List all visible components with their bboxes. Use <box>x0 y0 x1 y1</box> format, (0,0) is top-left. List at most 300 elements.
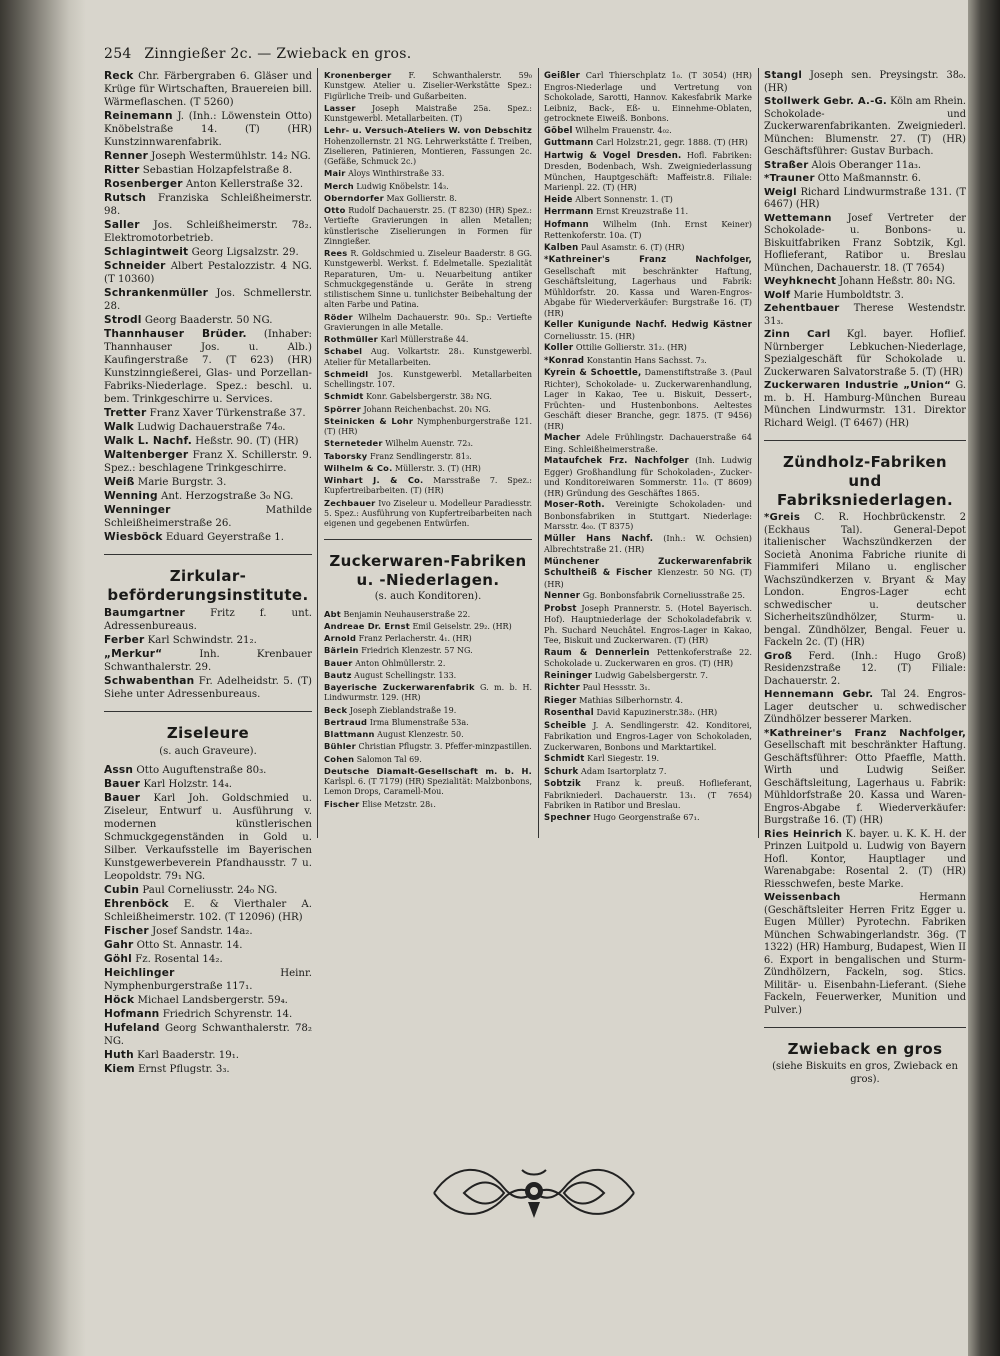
entry-details: Marie Humboldtstr. 3. <box>793 289 904 301</box>
entry-details: Hugo Georgenstraße 67₁. <box>593 811 700 822</box>
entry-name: Geißler <box>544 71 581 81</box>
directory-entry <box>104 70 312 109</box>
section-heading: Zirkular-beförderungsinstitute. <box>107 567 309 604</box>
entry-name: Beck <box>324 704 348 715</box>
directory-entry <box>324 346 532 368</box>
entry-name: Wenninger <box>104 504 171 516</box>
entry-details: Gesellschaft mit beschränkter Haftung, Geschäftsleitung, Lagerhaus und Fabrik: Mühldorfstr. 20. Kassa und Waren-Engros-Abgabe für Wiederverkäufer: Burgstraße 16. (T) (HR) <box>544 265 752 318</box>
entry-name: Weissenbach <box>764 892 841 903</box>
entry-details: Michael Landsbergerstr. 59₄. <box>137 995 288 1006</box>
entry-details: Karl Müllerstraße 44. <box>380 335 469 344</box>
entry-details: Hofl. Fabriken: Dresden, Bodenbach, Wsh. Zweigniederlassung München, Hauptgeschäft: Maffeistr.8. Filiale: Marienpl. 22. (T) (HR) <box>544 149 752 192</box>
entry-details: Karlspl. 6. (T 7179) (HR) Spezialität: Malzbonbons, Lemon Drops, Caramell-Mou. <box>324 777 532 797</box>
directory-entry <box>324 717 532 728</box>
entry-name: Straßer <box>764 159 809 171</box>
directory-entry <box>104 634 312 647</box>
directory-entry <box>104 648 312 674</box>
entry-name: Deutsche Diamalt-Gesellschaft m. b. H. <box>324 765 532 776</box>
directory-entry <box>544 242 752 254</box>
directory-entry <box>104 764 312 777</box>
entry-name: Kalben <box>544 242 579 253</box>
directory-entry <box>104 792 312 883</box>
entry-details: Johann Heßstr. 80₁ NG. <box>839 276 956 287</box>
section-rule <box>104 711 312 712</box>
entry-name: Rieger <box>544 695 577 706</box>
entry-name: Blattmann <box>324 729 375 739</box>
entry-name: Heichlinger <box>104 967 175 979</box>
entry-name: Weyhknecht <box>764 276 837 287</box>
entry-details: C. R. Hochbrückenstr. 2 (Eckhaus Tal). General-Depot italienischer Wachszündkerzen der Società Anonima Fabriche riunite di Fiammiferi Milano u. englischer Wachszündkerzen v. Bryant & May London. Engros-Lager echt schwedischer u. deutscher Sicherheitszündhölzer, Sturm- u. bengal. Zündhölzer, Bengal. Feuer u. Fackeln 2c. (T) (HR) <box>764 512 966 648</box>
entry-details: Ferd. (Inh.: Hugo Groß) Residenzstraße 12. (T) Filiale: Dachauerstr. 2. <box>764 650 966 687</box>
page-edge-shadow <box>968 0 1000 1356</box>
entry-details: Mathilde Schleißheimerstraße 26. <box>104 505 312 529</box>
directory-entry <box>544 533 752 555</box>
entry-details: Wilhelm Frauenstr. 4₀₂. <box>575 124 672 135</box>
directory-entry <box>324 103 532 125</box>
book-binding-shadow <box>0 0 86 1356</box>
entry-name: Müller Hans Nachf. <box>544 533 654 544</box>
entry-details: Joseph Maistraße 25a. Spez.: Kunstgewerbl. Metallarbeiten. (T) <box>324 103 532 123</box>
entry-name: Scheible <box>544 720 587 731</box>
directory-entry <box>764 380 966 430</box>
directory-entry <box>764 892 966 1017</box>
entry-name: Zechbauer <box>324 497 376 508</box>
entry-details: Chr. Färbergraben 6. Gläser und Krüge für Wirtschaften, Brauereien bill. Wärmeflaschen. (T 5260) <box>104 71 312 108</box>
entry-name: Wiesböck <box>104 531 163 543</box>
entry-details: Aloys Winthirstraße 33. <box>348 169 445 179</box>
entry-details: Paul Asamstr. 6. (T) (HR) <box>580 241 685 252</box>
entry-details: J. (Inh.: Löwenstein Otto) Knöbelstraße 14. (T) (HR) Kunstzinnwarenfabrik. <box>104 111 312 148</box>
column-4 <box>764 70 966 1092</box>
entry-name: Rutsch <box>104 192 147 204</box>
entry-name: *Kathreiner's Franz Nachfolger, <box>544 255 752 265</box>
column-divider <box>758 68 759 838</box>
entry-name: Münchener Zuckerwarenfabrik Schultheiß & Fischer <box>544 556 752 578</box>
entry-name: Sobtzik <box>544 779 582 789</box>
directory-entry <box>764 187 966 212</box>
entry-details: Sebastian Holzapfelstraße 8. <box>142 165 293 176</box>
section-heading: Zuckerwaren-Fabriken u. -Niederlagen. <box>329 552 527 590</box>
directory-entry <box>324 438 532 449</box>
directory-entry <box>544 695 752 707</box>
directory-entry <box>544 812 752 824</box>
entry-details: Otto St. Annastr. 14. <box>136 940 243 951</box>
column-1 <box>104 70 312 1077</box>
directory-entry <box>544 647 752 669</box>
entry-details: August Schellingstr. 133. <box>354 670 457 680</box>
entry-details: Franz X. Schillerstr. 9. Spez.: beschlagene Trinkgeschirre. <box>104 450 312 474</box>
entry-name: Walk <box>104 421 134 433</box>
entry-name: *Konrad <box>544 355 585 366</box>
entry-name: Hufeland <box>104 1022 160 1034</box>
entry-name: Assn <box>104 764 134 776</box>
entry-details: Otto Auguftenstraße 80₃. <box>136 765 267 776</box>
directory-entry <box>324 391 532 402</box>
directory-entry <box>324 181 532 192</box>
directory-entry <box>324 741 532 752</box>
entry-details: Heßstr. 90. (T) (HR) <box>195 436 299 447</box>
entry-name: Cohen <box>324 753 355 764</box>
entry-details: Marsstraße 7. Spez.: Kupfertreibarbeiten. (T) (HR) <box>324 476 532 496</box>
entry-name: Herrmann <box>544 207 594 217</box>
entry-name: Schabel <box>324 346 363 357</box>
section-heading: Zwieback en gros <box>787 1040 943 1058</box>
entry-name: Walk L. Nachf. <box>104 435 192 447</box>
directory-entry <box>104 421 312 434</box>
entry-details: Nymphenburgerstraße 121. (T) (HR) <box>324 416 532 436</box>
directory-entry <box>324 168 532 179</box>
entry-name: Taborsky <box>324 450 368 461</box>
entry-name: Hennemann Gebr. <box>764 689 874 700</box>
entry-details: Ernst Pflugstr. 3₃. <box>138 1064 230 1075</box>
directory-entry <box>544 603 752 646</box>
directory-entry <box>104 328 312 406</box>
directory-entry <box>324 475 532 497</box>
entry-name: Fischer <box>324 798 360 809</box>
entry-name: Bauer <box>104 792 141 804</box>
entry-name: Weiß <box>104 476 135 488</box>
directory-entry <box>544 556 752 590</box>
directory-entry <box>764 70 966 95</box>
directory-entry <box>544 499 752 532</box>
entry-name: Raum & Dennerlein <box>544 647 650 658</box>
entry-details: Albert Sonnenstr. 1. (T) <box>575 193 673 204</box>
directory-entry <box>544 682 752 694</box>
directory-entry <box>104 1049 312 1062</box>
entry-details: Albert Pestalozzistr. 4 NG. (T 10360) <box>104 261 312 285</box>
directory-entry <box>764 213 966 276</box>
directory-entry <box>544 766 752 778</box>
entry-details: E. & Vierthaler A. Schleißheimerstr. 102. (T 12096) (HR) <box>104 899 312 923</box>
directory-entry <box>324 463 532 474</box>
entry-details: Fr. Adelheidstr. 5. (T) Siehe unter Adressenbureaus. <box>104 676 312 700</box>
entry-details: Gg. Bonbonsfabrik Corneliusstraße 25. <box>582 590 746 600</box>
entry-name: Nenner <box>544 591 581 601</box>
entry-details: Richard Lindwurmstraße 131. (T 6467) (HR) <box>764 186 966 210</box>
entry-details: Ludwig Gabelsbergerstr. 7. <box>594 669 708 680</box>
entry-details: Fz. Rosental 14₂. <box>135 954 223 965</box>
directory-entry <box>104 953 312 966</box>
entry-details: Franz Xaver Türkenstraße 37. <box>149 408 306 419</box>
entry-name: Zehentbauer <box>764 303 840 314</box>
directory-entry <box>104 219 312 245</box>
directory-entry <box>544 707 752 719</box>
entry-name: Rosenberger <box>104 178 183 190</box>
entry-details: Carl Thierschplatz 1₀. (T 3054) (HR) Engros-Niederlage und Vertretung von Schokolade, Sarotti, Hannov. Kakesfabrik Marke Leibniz, Back-, Eß- u. Einnehme-Oblaten, getrocknete Eiweiß. Bonbons. <box>544 70 752 123</box>
directory-entry <box>764 303 966 328</box>
entry-details: Karl Joh. Goldschmied u. Ziseleur, Entwurf u. Ausführung v. modernen künstlerischen Schmuckgegenständen in Gold u. Silber. Verkaufsstelle im Bayerischen Kunstgewerbeverein Pfandhausstr. 7 u. Leopoldstr. 79₁ NG. <box>104 793 312 882</box>
entry-name: Heide <box>544 194 573 205</box>
entry-details: Ludwig Dachauerstraße 74₀. <box>137 422 286 433</box>
directory-entry <box>104 110 312 149</box>
entry-details: Joseph Westermühlstr. 14₂ NG. <box>151 151 311 162</box>
entry-name: Groß <box>764 650 793 662</box>
entry-name: Reinemann <box>104 110 173 122</box>
entry-details: Inh. Krenbauer Schwanthalerstr. 29. <box>104 649 312 673</box>
entry-name: Bertraud <box>324 716 368 727</box>
entry-name: Lehr- u. Versuch-Ateliers W. von Debschitz <box>324 125 532 136</box>
entry-details: Karl Holzstr. 14₄. <box>143 779 232 790</box>
entry-details: Eduard Geyerstraße 1. <box>165 532 284 543</box>
entry-name: Otto <box>324 205 346 215</box>
entry-name: Waltenberger <box>104 449 189 461</box>
directory-entry <box>544 778 752 811</box>
entry-name: Ehrenböck <box>104 898 169 910</box>
directory-entry <box>764 290 966 303</box>
entry-name: Rothmüller <box>324 334 378 344</box>
entry-details: Konstantin Hans Sachsst. 7₃. <box>586 354 707 365</box>
directory-entry <box>104 504 312 530</box>
entry-details: Carl Holzstr.21, gegr. 1888. (T) (HR) <box>596 137 748 147</box>
entry-name: Bauer <box>104 778 141 790</box>
entry-name: Schneider <box>104 260 166 272</box>
directory-entry <box>104 994 312 1007</box>
entry-name: Huth <box>104 1049 134 1061</box>
entry-details: Jos. Schleißheimerstr. 78₂. Elektromotorbetrieb. <box>104 220 312 244</box>
directory-entry <box>104 531 312 544</box>
entry-name: Hofmann <box>544 219 589 230</box>
directory-entry <box>764 173 966 186</box>
page-header <box>104 46 411 62</box>
page-title: Zinngießer 2c. — Zwieback en gros. <box>144 46 412 62</box>
directory-entry <box>324 754 532 765</box>
section-heading: Ziseleure <box>166 724 250 742</box>
section-subtitle: (s. auch Graveure). <box>159 746 257 757</box>
entry-details: Adam Isartorplatz 7. <box>580 765 667 776</box>
entry-name: Reck <box>104 70 134 82</box>
entry-details: Joseph Prannerstr. 5. (Hotel Bayerisch. Hof). Hauptniederlage der Schokoladefabrik v. Ph. Suchard Neuchâtel. Engros-Lager in Kakao, Tee, Biskuit und Zuckerwaren. (T) (HR) <box>544 602 752 645</box>
entry-name: Strodl <box>104 314 142 326</box>
entry-name: Schurk <box>544 766 579 777</box>
entry-details: Müllerstr. 3. (T) (HR) <box>394 463 481 473</box>
entry-name: Andreae Dr. Ernst <box>324 620 410 631</box>
directory-entry <box>324 682 532 704</box>
entry-details: Elise Metzstr. 28₁. <box>361 799 436 809</box>
directory-entry <box>544 70 752 124</box>
column-2 <box>324 70 532 811</box>
directory-entry <box>324 205 532 247</box>
directory-entry <box>324 312 532 334</box>
entry-name: Bärlein <box>324 645 359 656</box>
directory-entry <box>324 658 532 669</box>
section-subtitle: (s. auch Konditoren). <box>374 591 482 603</box>
directory-entry <box>764 276 966 289</box>
column-3 <box>544 70 752 824</box>
directory-entry <box>544 137 752 149</box>
entry-details: Emil Geiselstr. 29₂. (HR) <box>412 621 512 631</box>
directory-entry <box>764 96 966 159</box>
directory-entry <box>104 898 312 924</box>
entry-details: Kgl. bayer. Hoflief. Nürnberger Lebkuchen-Niederlage, Spezialgeschäft für Schokolade u. Zuckerwaren Salvatorstraße 5. (T) (HR) <box>764 329 966 378</box>
directory-entry <box>544 206 752 218</box>
entry-name: Kiem <box>104 1063 135 1075</box>
entry-details: Franz k. preuß. Hoflieferant, Fabrikniederl. Dachauerstr. 13₁. (T 7654) Fabriken in Ratibor und Breslau. <box>544 778 752 810</box>
directory-entry <box>764 689 966 727</box>
entry-name: Lasser <box>324 102 356 113</box>
entry-details: Max Gollierstr. 8. <box>386 193 457 203</box>
entry-name: Richter <box>544 683 580 693</box>
entry-details: Georg Baaderstr. 50 NG. <box>144 315 273 326</box>
entry-name: *Kathreiner's Franz Nachfolger, <box>764 727 966 739</box>
entry-details: Damenstiftstraße 3. (Paul Richter), Schokolade- u. Zuckerwarenhandlung, Lager in Kakao, Tee u. Biskuit, Dessert-, Früchten- und Hustenbonbons. Aeltestes Geschäft dieser Branche, gegr. 1875. (T 9456) (HR) <box>544 367 752 431</box>
entry-details: Ernst Kreuzstraße 11. <box>596 206 689 216</box>
entry-name: Wolf <box>764 289 791 301</box>
entry-name: Mataufchek Frz. Nachfolger <box>544 456 689 466</box>
directory-entry <box>104 967 312 993</box>
directory-entry <box>764 512 966 650</box>
entry-details: Josef Sandstr. 14a₂. <box>152 926 253 937</box>
entry-details: J. A. Sendlingerstr. 42. Konditorei, Fabrikation und Engros-Lager von Schokoladen, Zuckerwaren, Bonbons und Marktartikel. <box>544 719 752 752</box>
entry-details: Karl Baaderstr. 19₁. <box>137 1050 240 1061</box>
entry-name: Schlagintweit <box>104 246 189 258</box>
section-heading: Zündholz-Fabriken und Fabriksniederlagen. <box>776 453 954 509</box>
directory-entry <box>104 435 312 448</box>
section-rule <box>324 539 532 540</box>
entry-name: Arnold <box>324 633 357 643</box>
entry-name: Stangl <box>764 70 802 81</box>
entry-name: Hofmann <box>104 1008 160 1020</box>
page-number: 254 <box>104 46 132 62</box>
directory-entry <box>104 884 312 897</box>
column-divider <box>538 68 539 838</box>
directory-entry <box>544 194 752 206</box>
directory-entry <box>544 355 752 367</box>
entry-name: Stollwerk Gebr. A.-G. <box>764 96 887 107</box>
entry-details: R. Goldschmied u. Ziseleur Baaderstr. 8 GG. Kunstgewerbl. Werkst. f. Edelmetalle. Spezialität Reparaturen, Um- u. Neuarbeitung antiker Schmuckgegenstände u. Geräte in streng stilistischem Sinne u. tunlichster Beibehaltung der alten Farbe und Patina. <box>324 249 533 310</box>
directory-entry <box>104 260 312 286</box>
entry-details: Salomon Tal 69. <box>356 754 422 764</box>
entry-name: Renner <box>104 150 149 162</box>
directory-entry <box>104 287 312 313</box>
directory-entry <box>104 150 312 163</box>
entry-name: Merch <box>324 180 354 191</box>
entry-details: Karl Siegestr. 19. <box>587 753 660 763</box>
entry-details: Pettenkoferstraße 22. Schokolade u. Zuckerwaren en gros. (T) (HR) <box>544 646 753 668</box>
directory-entry <box>764 728 966 828</box>
entry-details: Tal 24. Engros-Lager deutscher u. schwedischer Zündhölzer besserer Marken. <box>764 689 966 725</box>
directory-entry <box>324 416 532 438</box>
entry-details: Paul Hessstr. 3₁. <box>582 682 651 692</box>
entry-details: Konr. Gabelsbergerstr. 38₂ NG. <box>366 392 492 402</box>
directory-entry <box>324 248 532 311</box>
entry-name: Probst <box>544 603 577 614</box>
entry-name: Rosenthal <box>544 708 594 718</box>
directory-entry <box>104 1063 312 1076</box>
entry-name: Zinn Carl <box>764 329 831 340</box>
directory-entry <box>324 404 532 415</box>
entry-details: Friedrich Klenzestr. 57 NG. <box>361 646 473 656</box>
directory-entry <box>544 125 752 137</box>
directory-entry <box>544 319 752 341</box>
directory-entry <box>324 498 532 530</box>
entry-details: Ant. Herzogstraße 3₀ NG. <box>160 491 294 502</box>
entry-name: Bauer <box>324 657 353 668</box>
entry-name: Tretter <box>104 407 147 419</box>
entry-name: Schmidt <box>544 754 585 764</box>
entry-details: Marie Burgstr. 3. <box>137 477 227 488</box>
directory-entry <box>104 476 312 489</box>
entry-name: Mair <box>324 168 346 179</box>
entry-details: (Inh.: W. Ochsien) Albrechtstraße 21. (HR) <box>544 532 752 554</box>
directory-entry <box>324 729 532 740</box>
entry-name: Bayerische Zuckerwarenfabrik <box>324 682 475 692</box>
directory-entry <box>324 70 532 102</box>
entry-name: Oberndorfer <box>324 192 384 203</box>
directory-entry <box>544 753 752 765</box>
entry-details: Anton Kellerstraße 32. <box>185 179 304 190</box>
entry-details: Friedrich Schyrenstr. 14. <box>162 1009 293 1020</box>
entry-name: Wenning <box>104 490 158 502</box>
directory-entry <box>544 150 752 193</box>
entry-details: G. m. b. H. Hamburg-München Bureau München Lindwurmstr. 131. Direktor Richard Weigl. (T 6467) (HR) <box>764 380 966 429</box>
section-subtitle: (siehe Biskuits en gros, Zwieback en gros). <box>772 1061 958 1085</box>
entry-name: Schmidt <box>324 391 364 402</box>
entry-details: Georg Schwanthalerstr. 78₂ NG. <box>104 1023 312 1047</box>
entry-details: Mathias Silberhornstr. 4. <box>579 694 683 705</box>
entry-name: Rees <box>324 248 348 258</box>
entry-details: Joseph sen. Preysingstr. 38₀. (HR) <box>764 70 966 94</box>
directory-entry <box>764 651 966 689</box>
entry-name: Schrankenmüller <box>104 287 209 299</box>
directory-entry <box>324 705 532 716</box>
entry-details: Paul Corneliusstr. 24₀ NG. <box>142 885 278 896</box>
entry-name: Saller <box>104 219 140 231</box>
entry-details: G. m. b. H. Lindwurmstr. 129. (HR) <box>324 683 532 703</box>
directory-entry <box>324 633 532 644</box>
entry-details: Aug. Volkartstr. 28₁. Kunstgewerbl. Atelier für Metallarbeiten. <box>324 347 532 367</box>
directory-entry <box>104 607 312 633</box>
directory-entry <box>544 342 752 354</box>
directory-entry <box>104 778 312 791</box>
directory-entry <box>324 670 532 681</box>
directory-entry <box>544 455 752 498</box>
entry-name: Wettemann <box>764 212 832 224</box>
entry-details: Vereinigte Schokoladen- und Bonbonsfabriken in Stuttgart. Niederlage: Marsstr. 4₀₀. (T 8375) <box>544 499 752 531</box>
directory-entry <box>544 670 752 682</box>
directory-entry <box>324 193 532 204</box>
directory-entry <box>544 219 752 241</box>
entry-name: Kronenberger <box>324 70 392 80</box>
directory-entry <box>324 451 532 462</box>
entry-name: Wilhelm & Co. <box>324 462 393 473</box>
entry-name: Cubin <box>104 884 140 896</box>
section-rule <box>764 1027 966 1028</box>
entry-name: Koller <box>544 343 574 353</box>
entry-details: Gesellschaft mit beschränkter Haftung. Geschäftsführer: Otto Pfaeffle, Matth. Wirth und Ludwig Seißer. Geschäftsleitung, Lagerhaus u. Fabrik: Mühldorfstraße 20. Kassa und Waren-Engros-Abgabe f. Wiederverkäufer: Burgstraße 16. (T) (HR) <box>764 740 966 826</box>
entry-details: (Inhaber: Thannhauser Jos. u. Alb.) Kaufingerstraße 7. (T 623) (HR) Kunstzinngießerei, Glas- und Porzellan-Fabriks-Niederlage. Spez.: beschl. u. bem. Trinkgeschirre u. Services. <box>104 329 312 405</box>
entry-details: Jos. Kunstgewerbl. Metallarbeiten Schellingstr. 107. <box>324 369 533 389</box>
entry-details: Therese Westendstr. 31₃. <box>764 303 966 327</box>
entry-name: Keller Kunigunde Nachf. Hedwig Kästner <box>544 320 752 330</box>
entry-details: Ottilie Gollierstr. 31₂. (HR) <box>575 342 687 352</box>
entry-name: Baumgartner <box>104 607 185 619</box>
entry-name: Sterneteder <box>324 438 383 449</box>
entry-details: Fritz f. unt. Adressenbureaus. <box>104 608 312 632</box>
entry-name: Höck <box>104 994 135 1006</box>
entry-details: August Klenzestr. 50. <box>377 730 464 739</box>
directory-entry <box>104 246 312 259</box>
directory-entry <box>104 490 312 503</box>
entry-details: Ivo Ziseleur u. Modelleur Paradiesstr. 5. Spez.: Ausführung von Kupfertreibarbeiten nach eigenen und gegebenen Entwürfen. <box>324 498 532 528</box>
entry-details: Heinr. Nymphenburgerstraße 117₁. <box>104 968 312 992</box>
directory-entry <box>764 160 966 173</box>
directory-entry <box>544 432 752 454</box>
entry-name: Weigl <box>764 186 797 198</box>
directory-entry <box>104 178 312 191</box>
entry-details: Jos. Schmellerstr. 28. <box>104 288 312 312</box>
entry-details: Josef Vertreter der Schokolade- u. Bonbons- u. Biskuitfabriken Franz Sobtzik, Kgl. Hoflieferant, Ratibor u. Breslau München, Dachauerstr. 18. (T 7654) <box>764 212 966 274</box>
entry-name: Winhart J. & Co. <box>324 475 424 485</box>
